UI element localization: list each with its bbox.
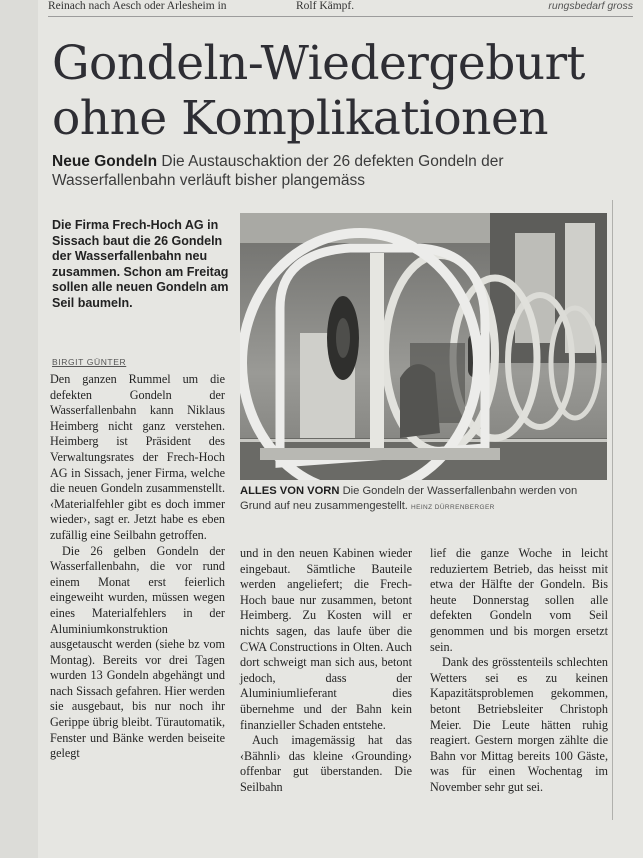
body-paragraph: und in den neuen Kabinen wieder eingebaut. Sämtliche Bauteile werden angeliefert; die Frech-Hoch baue nur zusammen, betont Heimberg. Zu Kosten will er nichts sagen, das laufe über die CWA Constructions in Olten. Auch dort schweigt man sich aus, betont jedoch, dass der Aluminiumlieferant dies übernehme und der Bahn kein finanzieller Schaden entstehe. <box>240 546 412 732</box>
gondola-photo <box>240 213 607 480</box>
body-column-2 <box>240 546 412 796</box>
headline-line-1: Gondeln-Wiedergeburt <box>52 36 585 91</box>
body-column-1 <box>50 372 225 762</box>
masthead-line <box>48 0 633 17</box>
previous-article-author: Rolf Kämpf. <box>296 0 355 12</box>
previous-article-text: Reinach nach Aesch oder Arlesheim in <box>48 0 227 12</box>
photo-credit: HEINZ DÜRRENBERGER <box>411 504 495 511</box>
lead-paragraph: Die Firma Frech-Hoch AG in Sissach baut die 26 Gondeln der Wasserfallenbahn neu zusammen. Schon am Freitag sollen alle neuen Gondeln am Seil baumeln. <box>52 218 229 310</box>
body-paragraph: Den ganzen Rummel um die defekten Gondeln der Wasserfallenbahn kann Niklaus Heimberg nicht ganz verstehen. Heimberg ist Präsident des Verwaltungsrates der Frech-Hoch AG in Sissach, jener Firma, welche die neuen Gondeln zusammenstellt. ‹Materialfehler gibt es doch immer wieder›, sagt er. Jetzt habe es eben zufällig eine Seilbahn getroffen. <box>50 372 225 542</box>
subheadline <box>52 152 622 190</box>
body-paragraph: lief die ganze Woche in leicht reduziertem Betrieb, das heisst mit etwa der Hälfte der Gondeln. Bis heute Donnerstag sollen alle defekten Gondeln vom Seil genommen und bis morgen ersetzt sein. <box>430 546 608 654</box>
caption-text: Die Gondeln der Wasserfallenbahn werden von Grund auf neu zusammengestellt. <box>240 485 578 512</box>
caption-kicker: ALLES VON VORN <box>240 485 340 497</box>
body-paragraph: Dank des grösstenteils schlechten Wetters sei es zu keinen Kapazitätsproblemen gekommen, betont Betriebsleiter Christoph Meier. Die Leute hätten ruhig reagiert. Gestern morgen zählte die Bahn vor Mittag bereits 100 Gäste, was für einen Wochentag im November sehr gut sei. <box>430 655 608 794</box>
body-paragraph: Die 26 gelben Gondeln der Wasserfallenbahn, die vor rund einem Monat erst feierlich eingeweiht wurden, müssen wegen eines Materialfehlers in der Aluminiumkonstruktion ausgetauscht werden (siehe bz vom Montag). Bereits vor drei Tagen wurden 13 Gondeln abgehängt und nach Sissach gefahren. Hier werden sie ausgebaut, bis nur noch ihr Gerippe übrig bleibt. Türautomatik, Fenster und Bänke werden beiseite gelegt <box>50 543 225 761</box>
body-paragraph: Auch imagemässig hat das ‹Bähnli› das kleine ‹Grounding› offenbar gut überstanden. Die Seilbahn <box>240 733 412 794</box>
subhead-kicker: Neue Gondeln <box>52 153 158 170</box>
photo-caption <box>240 484 610 515</box>
body-column-3 <box>430 546 608 796</box>
next-article-fragment: rungsbedarf gross <box>548 0 633 12</box>
subhead-text: Die Austauschaktion der 26 defekten Gondeln der Wasserfallenbahn verläuft bisher plangemäss <box>52 153 504 189</box>
byline: BIRGIT GÜNTER <box>52 357 127 367</box>
gondola-workshop-illustration <box>240 213 607 480</box>
headline-line-2: ohne Komplikationen <box>52 91 549 146</box>
headline <box>52 36 622 146</box>
column-divider <box>612 200 613 820</box>
